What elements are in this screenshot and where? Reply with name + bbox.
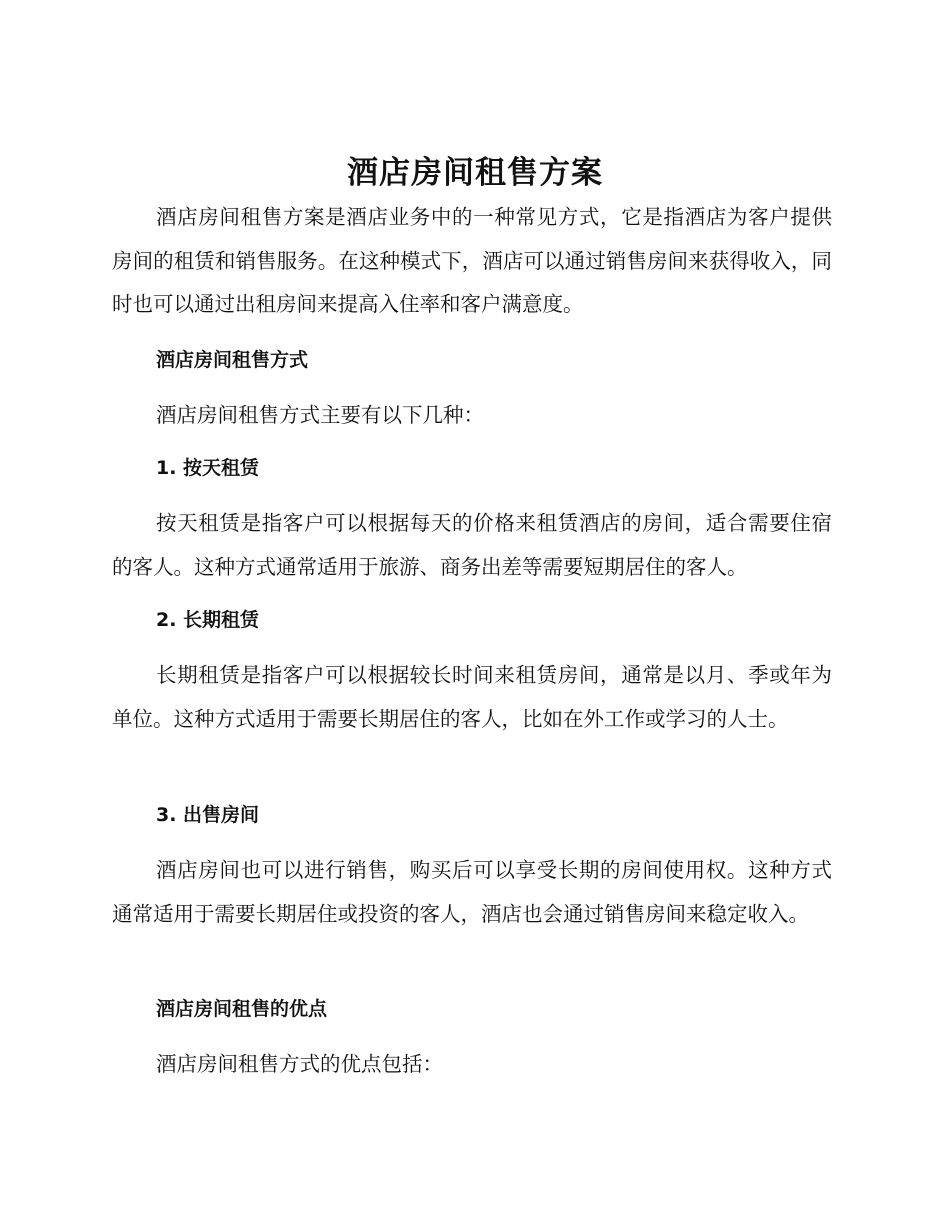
methods-intro-paragraph: 酒店房间租售方式主要有以下几种： [156,403,484,427]
item-heading-daily-rental: 1. 按天租赁 [156,457,260,479]
daily-rental-paragraph: 按天租赁是指客户可以根据每天的价格来租赁酒店的房间，适合需要住宿的客人。这种方式通常适用于旅游、商务出差等需要短期居住的客人。 [112,511,832,579]
section-heading-methods: 酒店房间租售方式 [156,349,309,371]
advantages-intro-paragraph: 酒店房间租售方式的优点包括： [156,1052,443,1076]
long-term-rental-paragraph: 长期租赁是指客户可以根据较长时间来租赁房间，通常是以月、季或年为单位。这种方式适用于需要长期居住的客人，比如在外工作或学习的人士。 [112,663,832,731]
document-title: 酒店房间租售方案 [347,155,603,191]
section-heading-advantages: 酒店房间租售的优点 [156,998,328,1020]
intro-paragraph: 酒店房间租售方案是酒店业务中的一种常见方式，它是指酒店为客户提供房间的租赁和销售服务。在这种模式下，酒店可以通过销售房间来获得收入，同时也可以通过出租房间来提高入住率和客户满意度。 [112,205,832,316]
item-heading-long-term-rental: 2. 长期租赁 [156,609,260,631]
item-heading-room-sale: 3. 出售房间 [156,804,260,826]
room-sale-paragraph: 酒店房间也可以进行销售，购买后可以享受长期的房间使用权。这种方式通常适用于需要长期居住或投资的客人，酒店也会通过销售房间来稳定收入。 [112,858,832,926]
